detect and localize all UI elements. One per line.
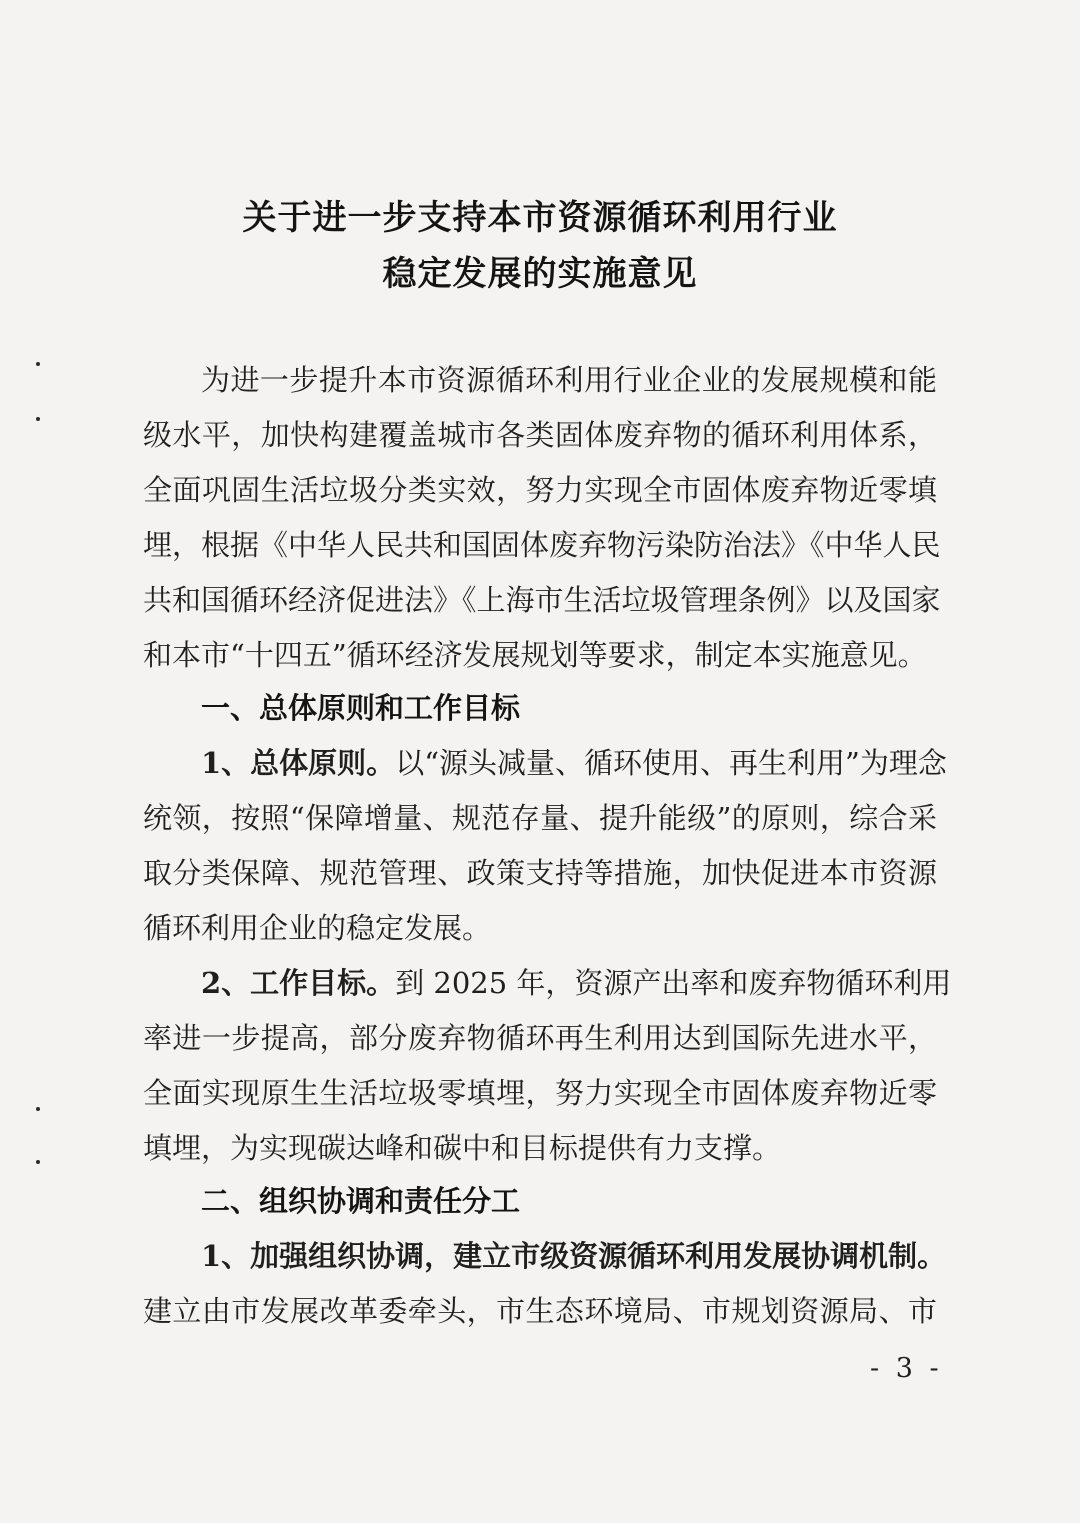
intro-line: 为进一步提升本市资源循环利用行业企业的发展规模和能 — [201, 363, 937, 397]
scan-speck — [36, 417, 40, 421]
section1-item1-line: 取分类保障、规范管理、政策支持等措施，加快促进本市资源 — [143, 856, 937, 890]
section1-item2-line: 率进一步提高，部分废弃物循环再生利用达到国际先进水平， — [143, 1021, 937, 1055]
section1-item1-line: 统领，按照“保障增量、规范存量、提升能级”的原则，综合采 — [143, 801, 937, 835]
section1-item2-first-line — [201, 963, 952, 1003]
item-text: 以“源头减量、循环使用、再生利用”为理念 — [395, 746, 947, 780]
page-number: - 3 - — [870, 1353, 943, 1384]
item-lead: 2、工作目标。 — [201, 966, 396, 1000]
item-text: 到 2025 年，资源产出率和废弃物循环利用 — [395, 966, 952, 1000]
intro-line: 级水平，加快构建覆盖城市各类固体废弃物的循环利用体系， — [143, 418, 937, 452]
scan-speck — [36, 1160, 40, 1164]
section2-item1-line: 建立由市发展改革委牵头，市生态环境局、市规划资源局、市 — [143, 1294, 937, 1328]
section2-item1-first-line — [201, 1236, 947, 1276]
intro-line: 全面巩固生活垃圾分类实效，努力实现全市固体废弃物近零填 — [143, 473, 937, 507]
scan-speck — [36, 362, 40, 366]
section-heading: 二、组织协调和责任分工 — [201, 1184, 521, 1218]
document-title-line-1: 关于进一步支持本市资源循环利用行业 — [242, 198, 838, 238]
section1-item1-first-line — [201, 743, 947, 783]
section1-item2-line: 全面实现原生生活垃圾零填埋，努力实现全市固体废弃物近零 — [143, 1076, 937, 1110]
document-title-line-2: 稳定发展的实施意见 — [382, 254, 698, 294]
item-lead: 1、加强组织协调，建立市级资源循环利用发展协调机制。 — [201, 1239, 947, 1273]
section-heading: 一、总体原则和工作目标 — [201, 691, 521, 725]
intro-line: 和本市“十四五”循环经济发展规划等要求，制定本实施意见。 — [143, 638, 927, 672]
item-lead: 1、总体原则。 — [201, 746, 396, 780]
section1-item2-line: 填埋，为实现碳达峰和碳中和目标提供有力支撑。 — [143, 1131, 782, 1165]
intro-line: 埋，根据《中华人民共和国固体废弃物污染防治法》《中华人民 — [143, 528, 941, 562]
intro-line: 共和国循环经济促进法》《上海市生活垃圾管理条例》以及国家 — [143, 583, 941, 617]
scan-speck — [36, 1107, 40, 1111]
section1-item1-line: 循环利用企业的稳定发展。 — [143, 911, 492, 945]
